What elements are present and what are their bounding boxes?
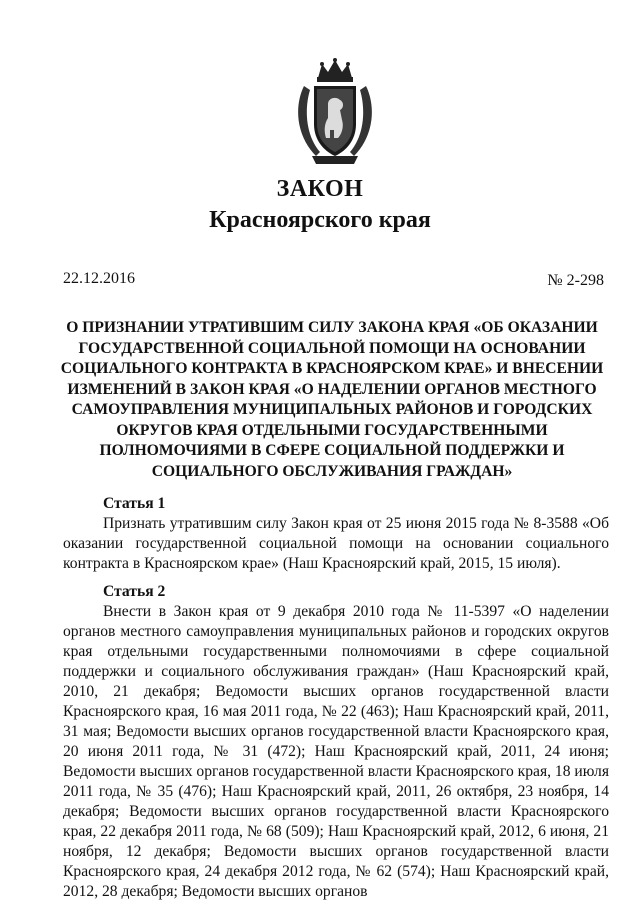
article-title: Статья 1 bbox=[103, 495, 166, 512]
article-2 bbox=[63, 582, 609, 902]
document-number: № 2-298 bbox=[547, 272, 604, 289]
document-type-title: ЗАКОН bbox=[276, 176, 364, 202]
document-issuer-title: Красноярского края bbox=[209, 207, 431, 233]
article-1 bbox=[63, 494, 609, 574]
article-text: Внести в Закон края от 9 декабря 2010 года № 11-5397 «О наделении органов местного самоуправления муниципальных районов и городских округов края отдельными государственными полномочиями в сфере социальной поддержки и социального обслуживания граждан» (Наш Красноярский край, 2010, 21 декабря; Ведомости высших органов государственной власти Красноярского края, 16 мая 2011 года, № 22 (463); Наш Красноярский край, 2011, 31 мая; Ведомости высших органов государственной власти Красноярского края, 20 июня 2011 года, № 31 (472); Наш Красноярский край, 2011, 24 июня; Ведомости высших органов государственной власти Красноярского края, 18 июля 2011 года, № 35 (476); Наш Красноярский край, 2011, 26 октября, 23 ноября, 14 декабря; Ведомости высших органов государственной власти Красноярского края, 22 декабря 2011 года, № 68 (509); Наш Красноярский край, 2012, 6 июня, 21 ноября, 12 декабря; Ведомости высших органов государственной власти Красноярского края, 24 декабря 2012 года, № 62 (574); Наш Красноярский край, 2012, 28 декабря; Ведомости высших органов bbox=[63, 603, 609, 900]
article-text: Признать утратившим силу Закон края от 25 июня 2015 года № 8-3588 «Об оказании государственной социальной помощи на основании социального контракта в Красноярском крае» (Наш Красноярский край, 2015, 15 июля). bbox=[63, 515, 609, 572]
coat-of-arms-icon bbox=[292, 56, 378, 168]
law-heading: О ПРИЗНАНИИ УТРАТИВШИМ СИЛУ ЗАКОНА КРАЯ «ОБ ОКАЗАНИИ ГОСУДАРСТВЕННОЙ СОЦИАЛЬНОЙ ПОМОЩИ НА ОСНОВАНИИ СОЦИАЛЬНОГО КОНТРАКТА В КРАСНОЯРСКОМ КРАЕ» И ВНЕСЕНИИ ИЗМЕНЕНИЙ В ЗАКОН КРАЯ «О НАДЕЛЕНИИ ОРГАНОВ МЕСТНОГО САМОУПРАВЛЕНИЯ МУНИЦИПАЛЬНЫХ РАЙОНОВ И ГОРОДСКИХ ОКРУГОВ КРАЯ ОТДЕЛЬНЫМИ ГОСУДАРСТВЕННЫМИ ПОЛНОМОЧИЯМИ В СФЕРЕ СОЦИАЛЬНОЙ ПОДДЕРЖКИ И СОЦИАЛЬНОГО ОБСЛУЖИВАНИЯ ГРАЖДАН» bbox=[60, 319, 604, 480]
article-title: Статья 2 bbox=[103, 583, 166, 600]
document-date: 22.12.2016 bbox=[63, 270, 135, 287]
